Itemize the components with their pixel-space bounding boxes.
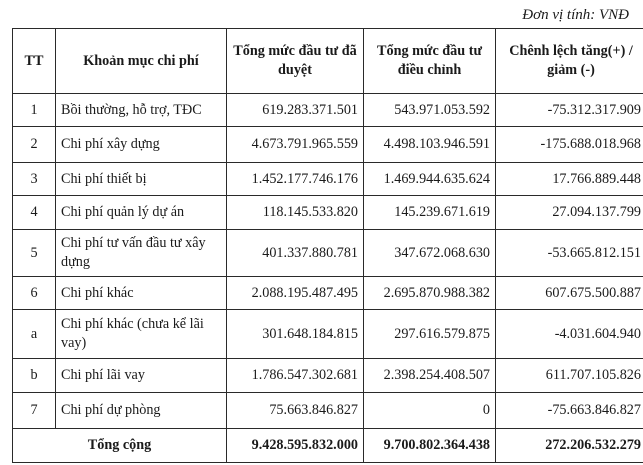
cell-tt: b: [13, 359, 56, 393]
cell-adjusted: 347.672.068.630: [364, 230, 496, 277]
cell-difference: 607.675.500.887: [496, 277, 643, 310]
unit-note: Đơn vị tính: VNĐ: [522, 7, 629, 23]
cell-adjusted: 1.469.944.635.624: [364, 163, 496, 196]
cell-item: Chi phí xây dựng: [56, 127, 227, 163]
investment-cost-table: [12, 28, 643, 463]
cell-adjusted: 2.695.870.988.382: [364, 277, 496, 310]
cell-approved: 1.786.547.302.681: [227, 359, 364, 393]
cell-approved: 4.673.791.965.559: [227, 127, 364, 163]
table-row: [13, 310, 643, 359]
cell-item: Bồi thường, hỗ trợ, TĐC: [56, 94, 227, 127]
table-row: [13, 127, 643, 163]
total-difference: 272.206.532.279: [496, 429, 643, 463]
cell-item: Chi phí tư vấn đầu tư xây dựng: [56, 230, 227, 277]
cell-approved: 75.663.846.827: [227, 393, 364, 429]
table-header: [13, 29, 643, 94]
table-row: [13, 230, 643, 277]
cell-difference: -4.031.604.940: [496, 310, 643, 359]
cell-difference: -75.312.317.909: [496, 94, 643, 127]
cell-approved: 2.088.195.487.495: [227, 277, 364, 310]
cell-item: Chi phí quản lý dự án: [56, 196, 227, 230]
cell-approved: 118.145.533.820: [227, 196, 364, 230]
header-tt: TT: [13, 29, 56, 94]
cell-tt: 4: [13, 196, 56, 230]
table-body: [13, 94, 643, 463]
header-difference: Chênh lệch tăng(+) / giảm (-): [496, 29, 643, 94]
cell-item: Chi phí khác (chưa kể lãi vay): [56, 310, 227, 359]
cell-adjusted: 4.498.103.946.591: [364, 127, 496, 163]
table-row: [13, 196, 643, 230]
cell-difference: -75.663.846.827: [496, 393, 643, 429]
total-row: [13, 429, 643, 463]
table-row: [13, 359, 643, 393]
total-label: Tổng cộng: [13, 429, 227, 463]
header-item: Khoản mục chi phí: [56, 29, 227, 94]
cell-tt: 2: [13, 127, 56, 163]
cell-tt: 3: [13, 163, 56, 196]
cell-difference: -53.665.812.151: [496, 230, 643, 277]
cell-tt: 7: [13, 393, 56, 429]
header-approved: Tổng mức đầu tư đã duyệt: [227, 29, 364, 94]
cell-approved: 301.648.184.815: [227, 310, 364, 359]
cell-adjusted: 145.239.671.619: [364, 196, 496, 230]
cell-item: Chi phí lãi vay: [56, 359, 227, 393]
cell-approved: 401.337.880.781: [227, 230, 364, 277]
table-row: [13, 163, 643, 196]
cell-difference: 27.094.137.799: [496, 196, 643, 230]
cell-item: Chi phí dự phòng: [56, 393, 227, 429]
cell-approved: 1.452.177.746.176: [227, 163, 364, 196]
table-row: [13, 393, 643, 429]
cell-difference: 17.766.889.448: [496, 163, 643, 196]
cell-tt: 1: [13, 94, 56, 127]
table-row: [13, 277, 643, 310]
cell-tt: a: [13, 310, 56, 359]
cell-item: Chi phí khác: [56, 277, 227, 310]
cell-adjusted: 297.616.579.875: [364, 310, 496, 359]
cell-adjusted: 0: [364, 393, 496, 429]
cell-adjusted: 2.398.254.408.507: [364, 359, 496, 393]
header-row: [13, 29, 643, 94]
cell-adjusted: 543.971.053.592: [364, 94, 496, 127]
cell-difference: -175.688.018.968: [496, 127, 643, 163]
cell-approved: 619.283.371.501: [227, 94, 364, 127]
cell-item: Chi phí thiết bị: [56, 163, 227, 196]
table-row: [13, 94, 643, 127]
total-approved: 9.428.595.832.000: [227, 429, 364, 463]
cell-difference: 611.707.105.826: [496, 359, 643, 393]
cell-tt: 6: [13, 277, 56, 310]
header-adjusted: Tổng mức đầu tư điều chỉnh: [364, 29, 496, 94]
cell-tt: 5: [13, 230, 56, 277]
total-adjusted: 9.700.802.364.438: [364, 429, 496, 463]
